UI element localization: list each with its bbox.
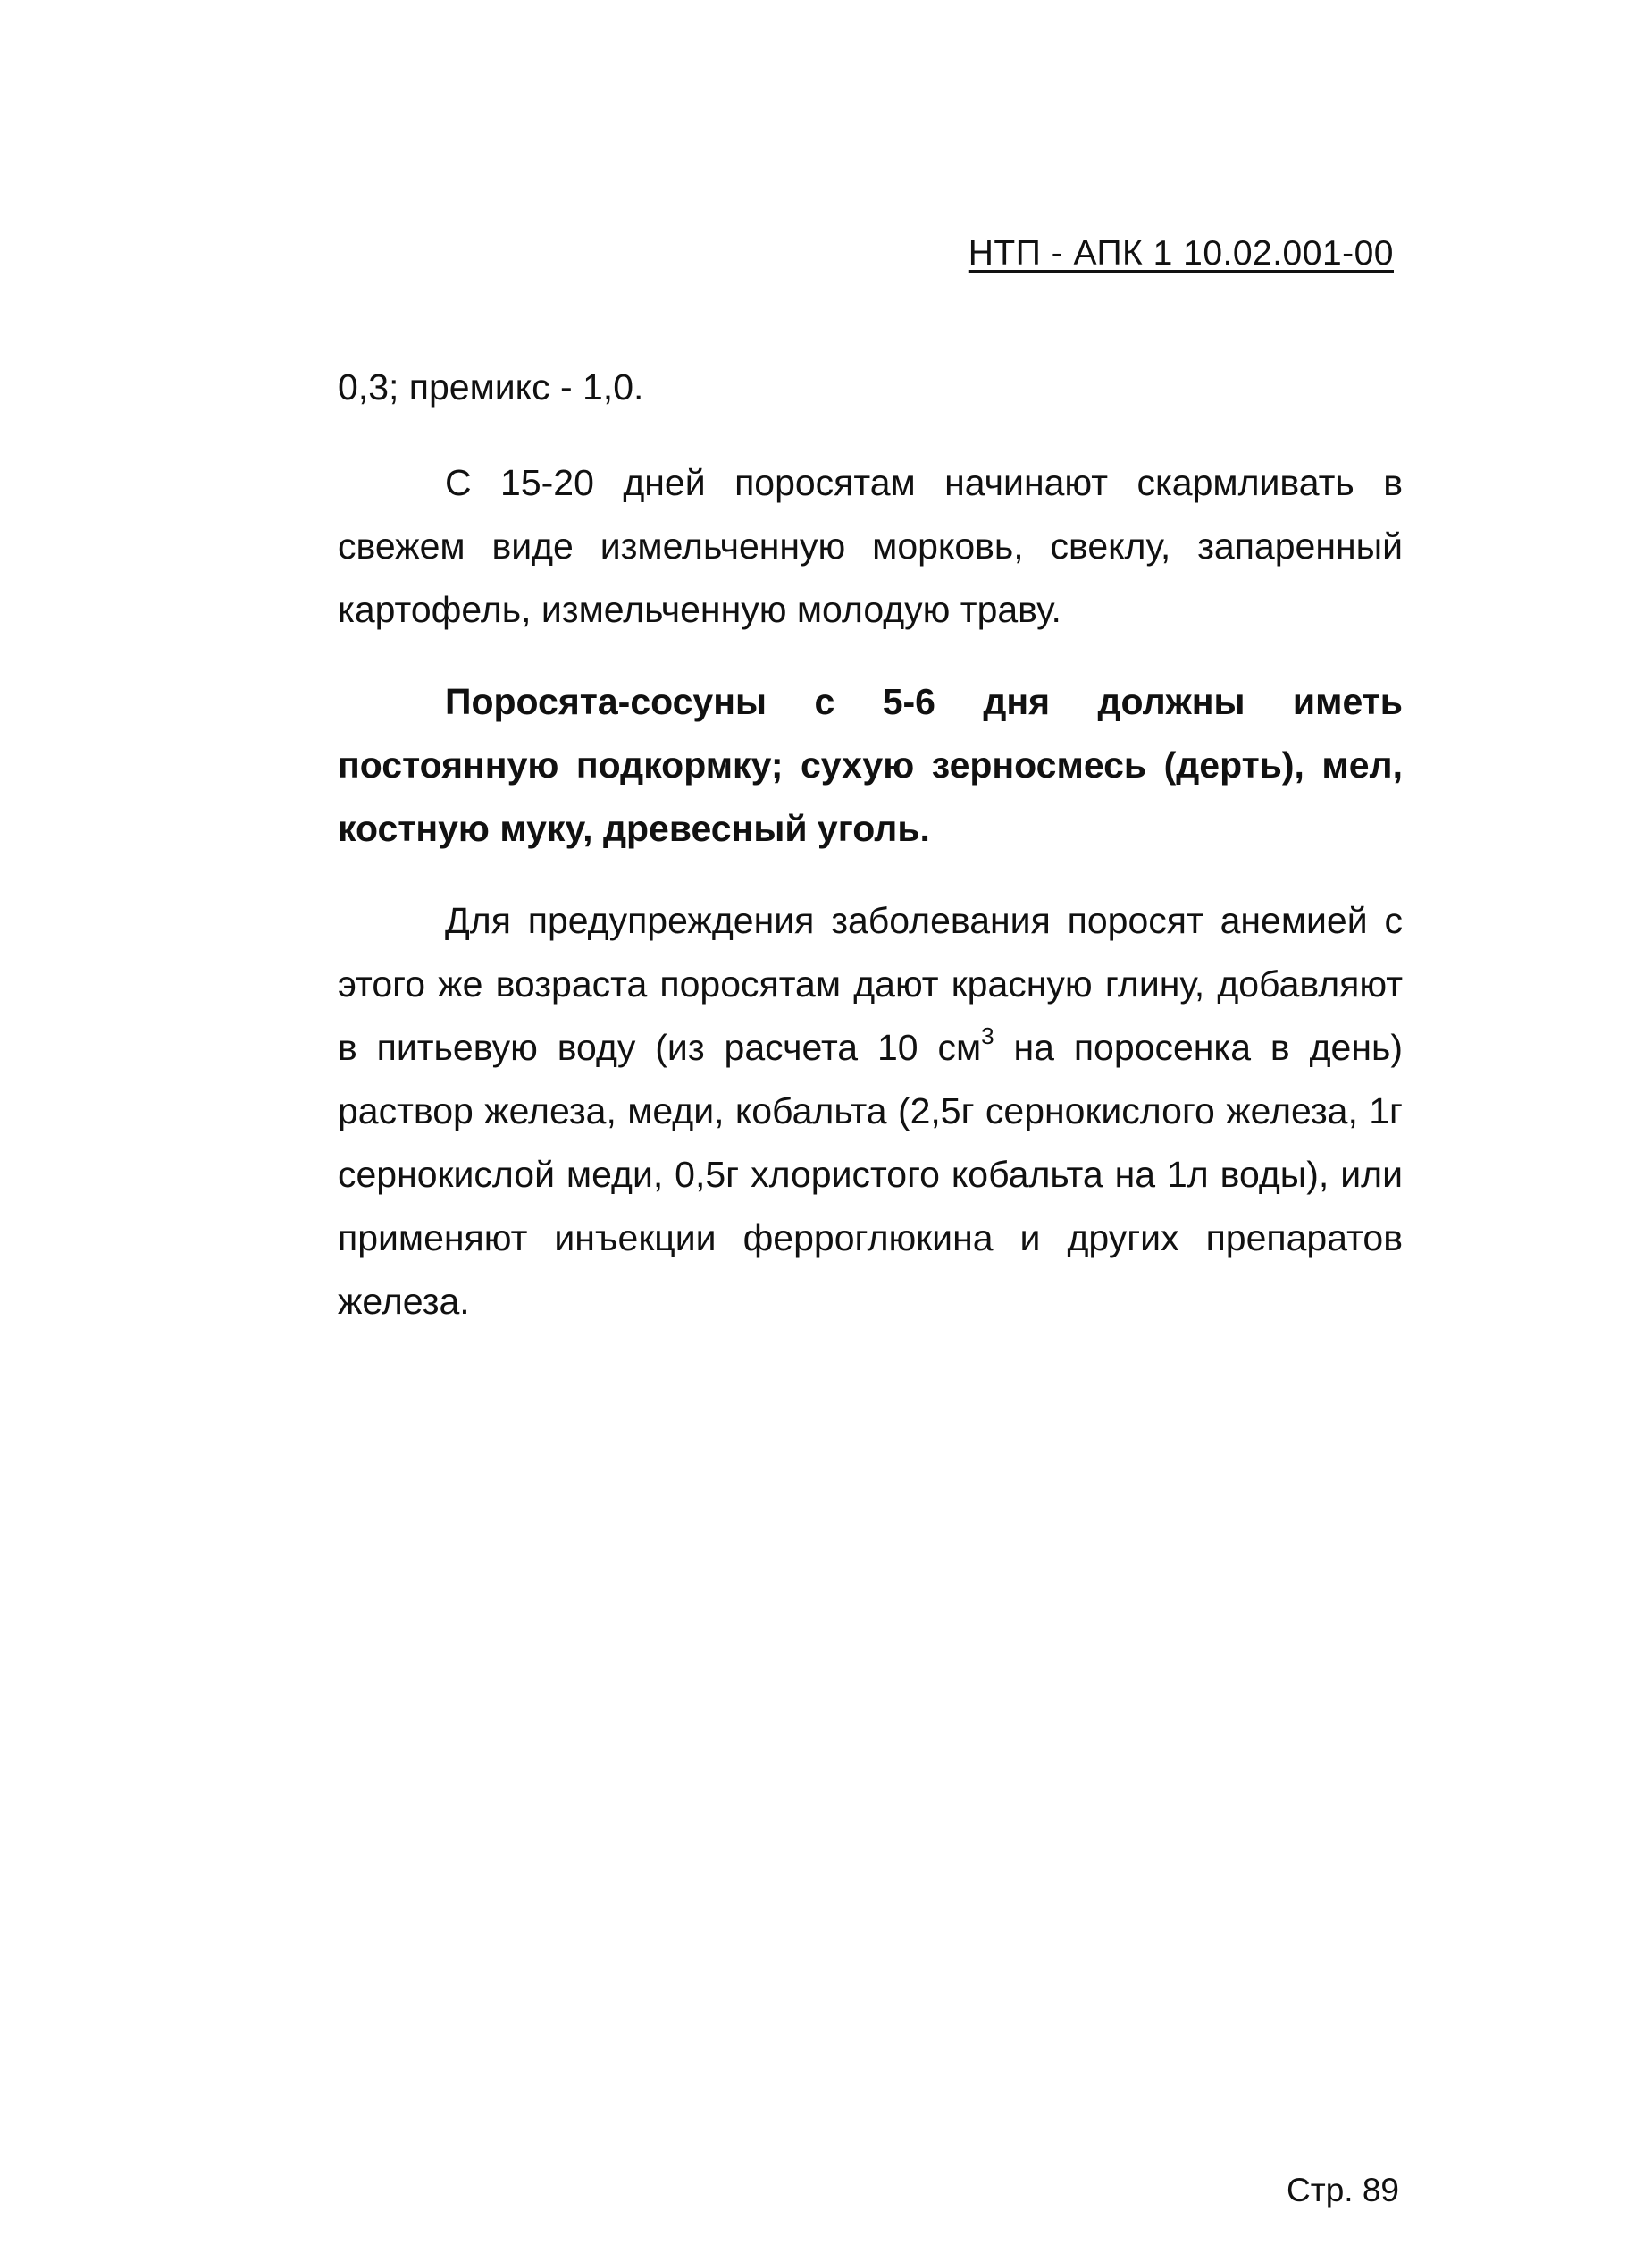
paragraph-4-tail: на поросенка в день) раствор железа, меди, кобальта (2,5г сернокислого железа, 1г сернокислой меди, 0,5г хлористого кобальта на 1л воды), или применяют инъекции ферроглюкина и других препаратов железа.	[338, 1027, 1403, 1322]
paragraph-4-head: Для предупреждения заболевания поросят анемией с этого же возраста поросятам дают красную глину, добавляют в питьевую воду (из расчета 10 см	[338, 900, 1403, 1068]
paragraph-3: Поросята-сосуны с 5-6 дня должны иметь постоянную подкормку; сухую зерносмесь (дерть), мел, костную муку, древесный уголь.	[338, 681, 1403, 849]
paragraph-2: С 15-20 дней поросятам начинают скармливать в свежем виде измельченную морковь, свеклу, запаренный картофель, измельченную молодую траву.	[338, 462, 1403, 630]
paragraph-1: 0,3; премикс - 1,0.	[338, 366, 644, 408]
document-code: НТП - АПК 1 10.02.001-00	[968, 234, 1394, 273]
document-body	[338, 356, 1403, 1362]
paragraph-4	[338, 889, 1403, 1333]
cubic-superscript: 3	[981, 1022, 994, 1049]
page-number: Стр. 89	[1287, 2172, 1399, 2208]
